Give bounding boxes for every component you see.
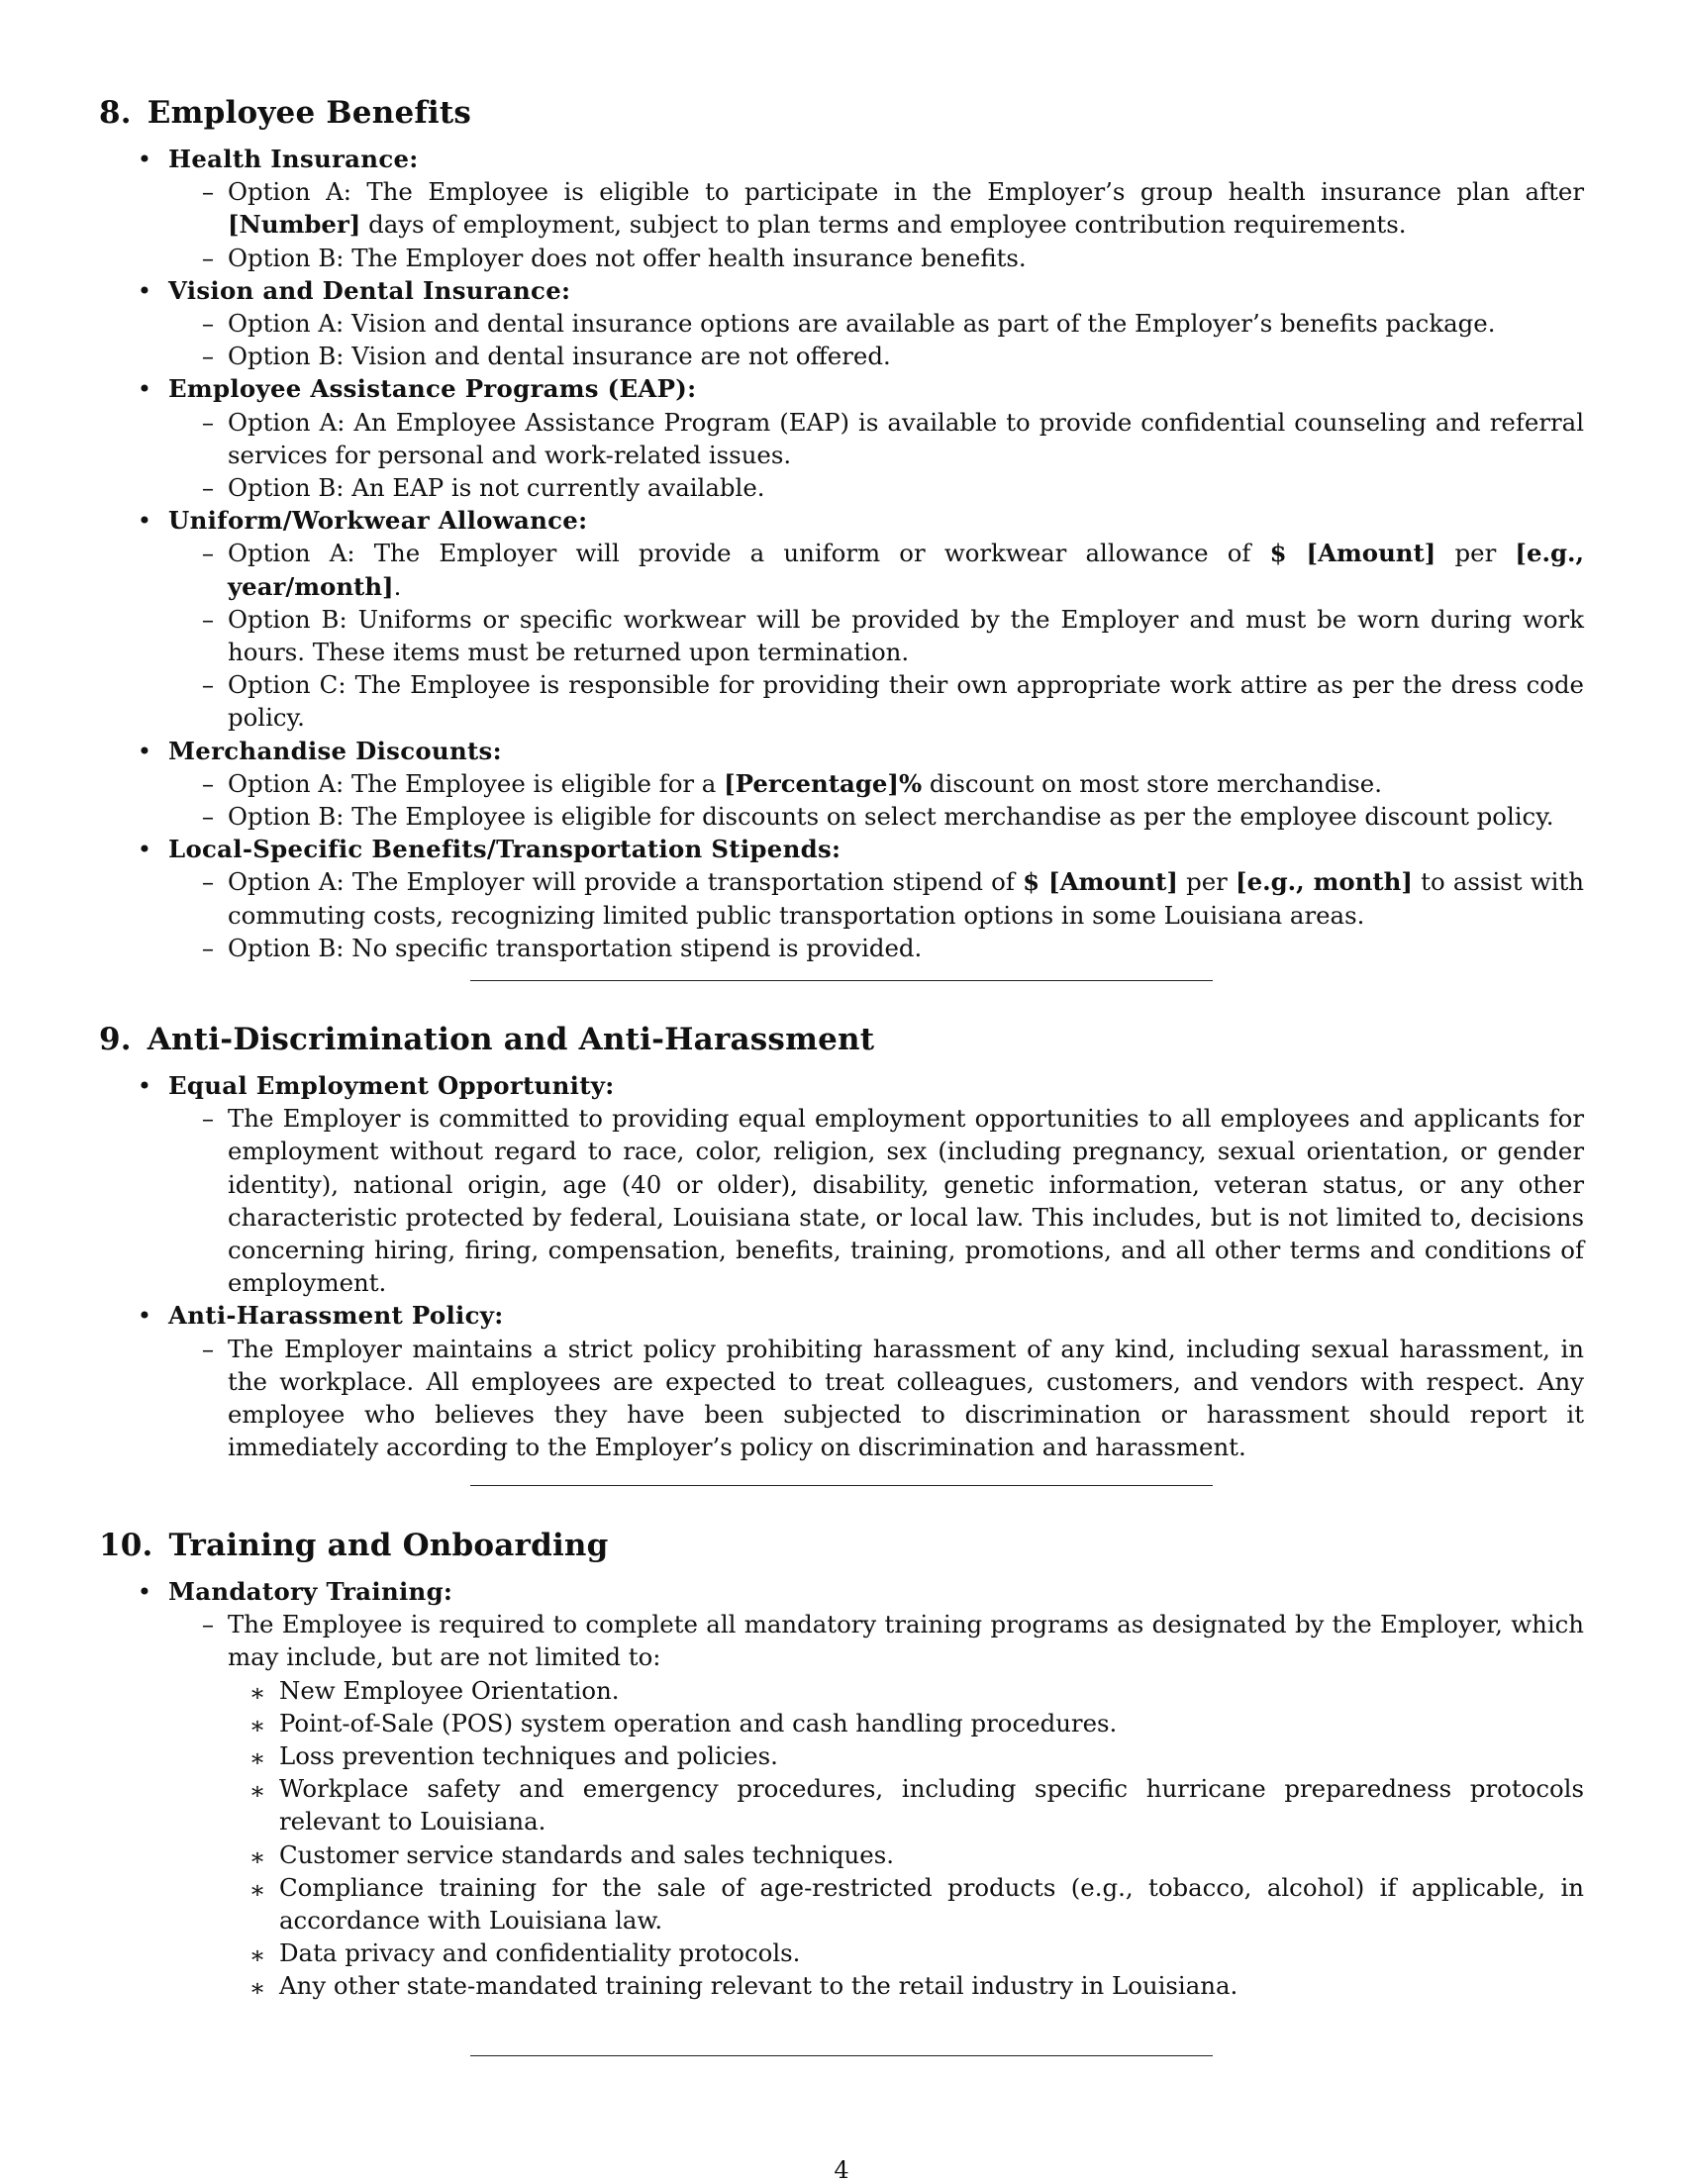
option-item: – Option A: Vision and dental insurance options are available as part of the Employer’s benefits package.: [201, 309, 1496, 339]
option-item: – Option A: The Employer will provide a uniform or workwear allowance of $ [Amount] per [e.g., year/month].: [201, 539, 1585, 601]
benefit-item-eap: • Employee Assistance Programs (EAP): – Option A: An Employee Assistance Program (EAP) is available to provide confidential counseling and referral services for personal and work-related issues. – Option B: An EAP is not currently available.: [137, 372, 1584, 504]
section-heading: 9. Anti-Discrimination and Anti-Harassment: [99, 1022, 875, 1057]
section-divider: [470, 1485, 1213, 1486]
policy-item-anti-harassment: • Anti-Harassment Policy: – The Employer maintains a strict policy prohibiting harassment of any kind, including sexual harassment, in the workplace. All employees are expected to treat colleagues, customers, and vendors with respect. Any employee who believes they have been subjected to discrimination or harassment should report it immediately according to the Employer’s policy on discrimination and harassment.: [137, 1299, 1584, 1463]
section-9: [99, 1020, 1584, 1463]
training-subitem: ∗ Data privacy and confidentiality protocols.: [248, 1938, 801, 1970]
option-item: – Option A: The Employee is eligible to participate in the Employer’s group health insurance plan after [Number] days of employment, subject to plan terms and employee contribution requirements.: [201, 177, 1584, 240]
section-heading: 8. Employee Benefits: [99, 95, 472, 131]
option-item: – Option B: Uniforms or specific workwear will be provided by the Employer and must be worn during work hours. These items must be returned upon termination.: [201, 604, 1584, 667]
policy-text: – The Employer maintains a strict policy prohibiting harassment of any kind, including sexual harassment, in the workplace. All employees are expected to treat colleagues, customers, and vendors with respect. Any employee who believes they have been subjected to discrimination or harassment should report it immediately according to the Employer’s policy on discrimination and harassment.: [201, 1334, 1584, 1462]
benefit-item-uniform-allowance: • Uniform/Workwear Allowance: – Option A: The Employer will provide a uniform or workwear allowance of $ [Amount] per [e.g., year/month]. – Option B: Uniforms or specific workwear will be provided by the Employer and must be worn during work hours. These items must be returned upon termination. – Option C: The Employee is responsible for providing their own appropriate work attire as per the dress code policy.: [137, 504, 1584, 734]
benefit-item-vision-dental: • Vision and Dental Insurance: – Option A: Vision and dental insurance options are available as part of the Employer’s benefits package. – Option B: Vision and dental insurance are not offered.: [137, 274, 1584, 373]
training-subitem: ∗ Any other state-mandated training relevant to the retail industry in Louisiana.: [248, 1971, 1238, 2003]
option-item: – Option A: The Employee is eligible for a [Percentage]% discount on most store merchandise.: [201, 768, 1382, 798]
option-item: – Option B: No specific transportation stipend is provided.: [201, 933, 923, 962]
training-subitem: ∗ New Employee Orientation.: [248, 1675, 620, 1707]
option-item: – Option A: An Employee Assistance Program (EAP) is available to provide confidential counseling and referral services for personal and work-related issues.: [201, 407, 1584, 469]
option-item: – Option B: An EAP is not currently available.: [201, 473, 765, 503]
section-divider: [470, 2055, 1213, 2056]
training-subitem: ∗ Workplace safety and emergency procedures, including specific hurricane preparedness protocols relevant to Louisiana.: [248, 1774, 1584, 1837]
section-divider: [470, 980, 1213, 981]
training-subitem: ∗ Compliance training for the sale of age-restricted products (e.g., tobacco, alcohol) if applicable, in accordance with Louisiana law.: [248, 1872, 1584, 1936]
option-item: – Option C: The Employee is responsible for providing their own appropriate work attire as per the dress code policy.: [201, 670, 1584, 733]
option-item: – Option B: The Employer does not offer health insurance benefits.: [201, 243, 1027, 272]
option-item: – Option B: Vision and dental insurance are not offered.: [201, 342, 891, 371]
option-item: – Option A: The Employer will provide a transportation stipend of $ [Amount] per [e.g., month] to assist with commuting costs, recognizing limited public transportation options in some Louisiana areas.: [201, 867, 1584, 930]
option-item: – Option B: The Employee is eligible for discounts on select merchandise as per the employee discount policy.: [201, 802, 1554, 832]
section-heading: 10. Training and Onboarding: [99, 1528, 609, 1563]
training-item-mandatory: • Mandatory Training: – The Employee is required to complete all mandatory training programs as designated by the Employer, which may include, but are not limited to: ∗ New Employee Orientation. ∗ Point-of-Sale (POS) system operation and cash handling procedures. ∗ Loss prevention techniques and policies. ∗ Workplace safety and emergency procedures, including specific hurricane preparedness protocols relevant to Louisiana. ∗ Customer service standards and sales techniques. ∗ Compliance training for the sale of age-restricted products (e.g., tobacco, alcohol) if applicable, in accordance with Louisiana law. ∗ Data privacy and confidentiality protocols. ∗ Any other state-mandated training relevant to the retail industry in Louisiana.: [137, 1577, 1584, 2003]
policy-text: – The Employer is committed to providing equal employment opportunities to all employees and applicants for employment without regard to race, color, religion, sex (including pregnancy, sexual orientation, or gender identity), national origin, age (40 or older), disability, genetic information, veteran status, or any other characteristic protected by federal, Louisiana state, or local law. This includes, but is not limited to, decisions concerning hiring, firing, compensation, benefits, training, promotions, and all other terms and conditions of employment.: [201, 1104, 1584, 1298]
training-subitem: ∗ Loss prevention techniques and policies.: [248, 1741, 778, 1773]
policy-item-eeo: • Equal Employment Opportunity: – The Employer is committed to providing equal employment opportunities to all employees and applicants for employment without regard to race, color, religion, sex (including pregnancy, sexual orientation, or gender identity), national origin, age (40 or older), disability, genetic information, veteran status, or any other characteristic protected by federal, Louisiana state, or local law. This includes, but is not limited to, decisions concerning hiring, firing, compensation, benefits, training, promotions, and all other terms and conditions of employment.: [137, 1069, 1584, 1299]
section-8: [99, 93, 1584, 964]
training-subitem: ∗ Point-of-Sale (POS) system operation and cash handling procedures.: [248, 1708, 1118, 1739]
benefit-item-merchandise-discounts: • Merchandise Discounts: – Option A: The Employee is eligible for a [Percentage]% discount on most store merchandise. – Option B: The Employee is eligible for discounts on select merchandise as per the employee discount policy.: [137, 735, 1584, 834]
benefit-item-health-insurance: • Health Insurance: – Option A: The Employee is eligible to participate in the Employer’s group health insurance plan after [Number] days of employment, subject to plan terms and employee contribution requirements. – Option B: The Employer does not offer health insurance benefits.: [137, 143, 1584, 274]
training-subitem: ∗ Customer service standards and sales techniques.: [248, 1839, 894, 1871]
training-text: – The Employee is required to complete all mandatory training programs as designated by the Employer, which may include, but are not limited to: ∗ New Employee Orientation. ∗ Point-of-Sale (POS) system operation and cash handling procedures. ∗ Loss prevention techniques and policies. ∗ Workplace safety and emergency procedures, including specific hurricane preparedness protocols relevant to Louisiana. ∗ Customer service standards and sales techniques. ∗ Compliance training for the sale of age-restricted products (e.g., tobacco, alcohol) if applicable, in accordance with Louisiana law. ∗ Data privacy and confidentiality protocols. ∗ Any other state-mandated training relevant to the retail industry in Louisiana.: [201, 1610, 1584, 2003]
benefit-item-transportation-stipend: • Local-Specific Benefits/Transportation Stipends: – Option A: The Employer will provide a transportation stipend of $ [Amount] per [e.g., month] to assist with commuting costs, recognizing limited public transportation options in some Louisiana areas. – Option B: No specific transportation stipend is provided.: [137, 833, 1584, 964]
section-10: [99, 1526, 1584, 2003]
page-number: 4: [834, 2156, 849, 2184]
